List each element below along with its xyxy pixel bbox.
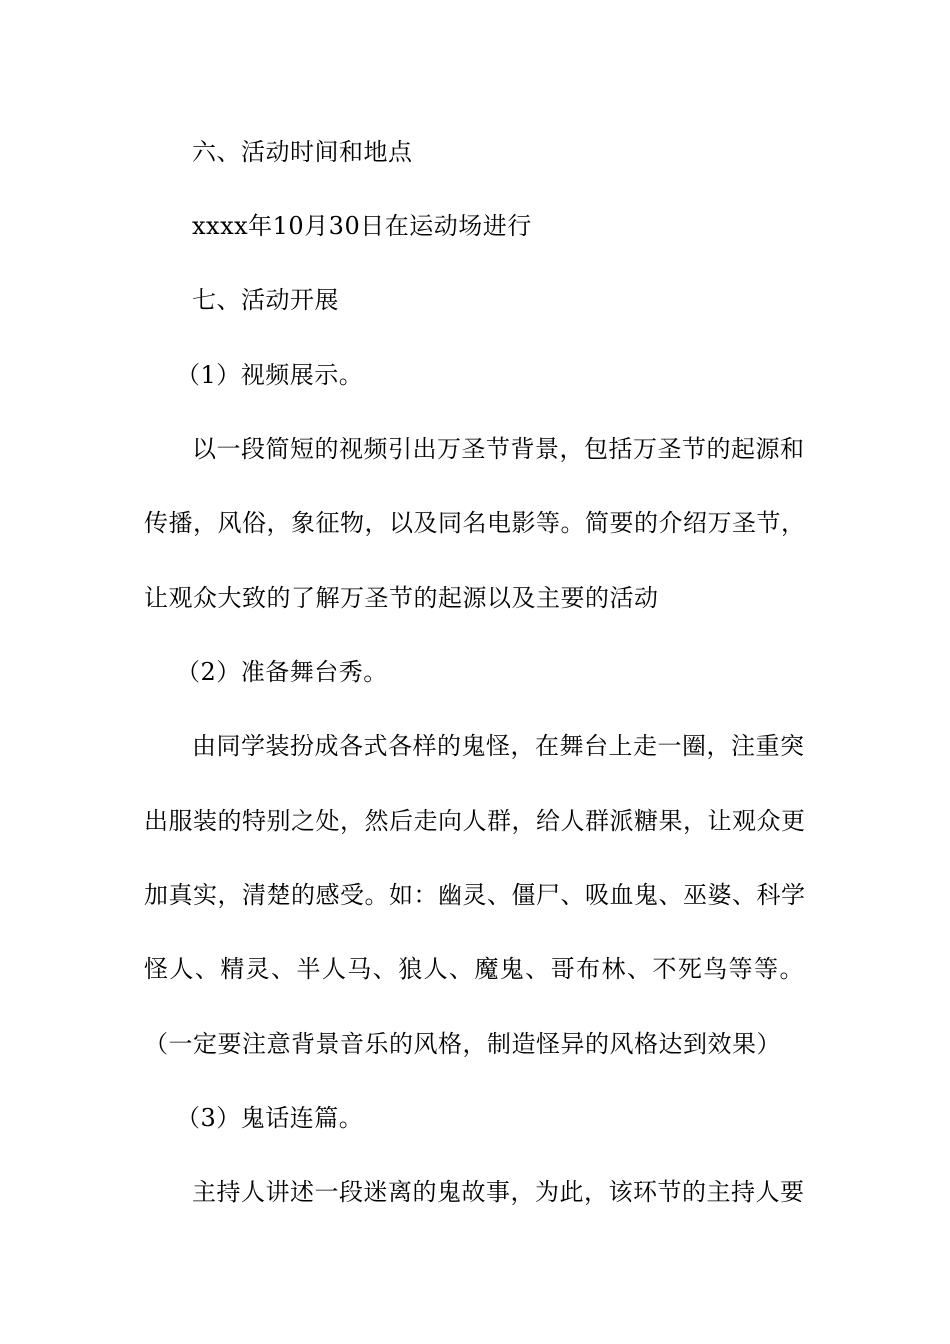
section-heading-activities: 七、活动开展 bbox=[192, 286, 339, 314]
event-date-location: xxxx年10月30日在运动场进行 bbox=[192, 212, 532, 240]
paragraph-line: 加真实，清楚的感受。如：幽灵、僵尸、吸血鬼、巫婆、科学 bbox=[144, 881, 806, 909]
paragraph-line: 出服装的特别之处，然后走向人群，给人群派糖果，让观众更 bbox=[144, 807, 806, 835]
paragraph-line: 传播，风俗，象征物，以及同名电影等。简要的介绍万圣节， bbox=[144, 509, 806, 537]
paragraph-line: 以一段简短的视频引出万圣节背景，包括万圣节的起源和 bbox=[192, 435, 805, 463]
section-heading-time-location: 六、活动时间和地点 bbox=[192, 138, 413, 166]
subheading-video: （1）视频展示。 bbox=[176, 361, 364, 389]
subheading-stage-show: （2）准备舞台秀。 bbox=[176, 658, 388, 686]
paragraph-line: 主持人讲述一段迷离的鬼故事，为此，该环节的主持人要 bbox=[192, 1178, 805, 1206]
paragraph-line: 由同学装扮成各式各样的鬼怪，在舞台上走一圈，注重突 bbox=[192, 732, 805, 760]
paragraph-note: （一定要注意背景音乐的风格，制造怪异的风格达到效果） bbox=[144, 1030, 781, 1058]
paragraph-line: 让观众大致的了解万圣节的起源以及主要的活动 bbox=[144, 584, 659, 612]
subheading-ghost-stories: （3）鬼话连篇。 bbox=[176, 1104, 364, 1132]
paragraph-line: 怪人、精灵、半人马、狼人、魔鬼、哥布林、不死鸟等等。 bbox=[144, 955, 804, 983]
